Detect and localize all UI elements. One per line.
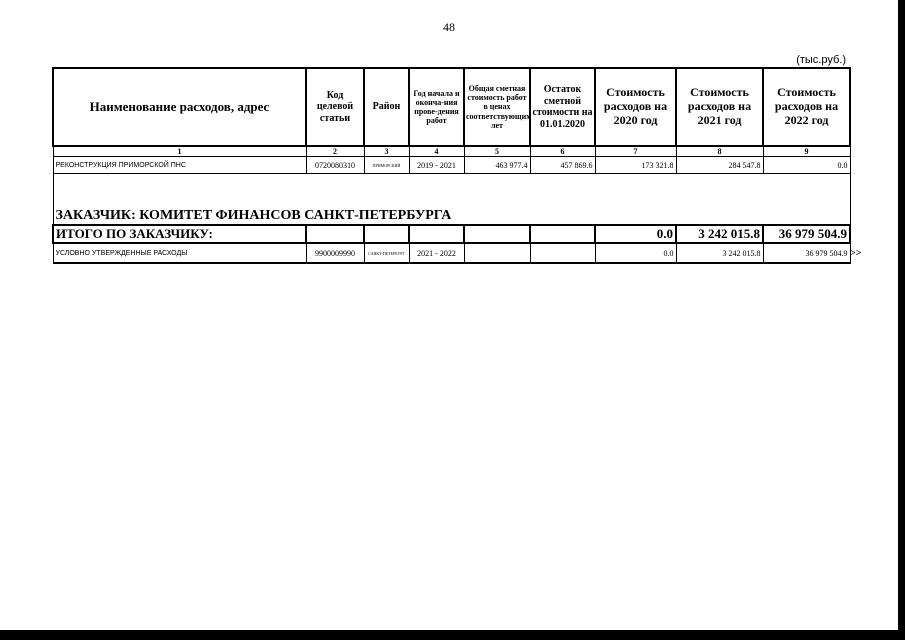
row-code: 0720080310 [306, 157, 364, 174]
row-district: ПРИМОРСКИЙ [364, 157, 409, 174]
header-total-cost: Общая сметная стоимость работ в ценах соответствующих лет [464, 68, 530, 146]
col-num: 8 [676, 146, 763, 157]
empty-cell [464, 243, 530, 263]
header-2021: Стоимость расходов на 2021 год [676, 68, 763, 146]
col-num: 4 [409, 146, 464, 157]
row-2022: 36 979 504.9 [763, 243, 850, 263]
empty-cell [530, 243, 595, 263]
row-years: 2021 - 2022 [409, 243, 464, 263]
table-row [53, 243, 850, 263]
page-number: 48 [443, 20, 455, 34]
header-2020: Стоимость расходов на 2020 год [595, 68, 676, 146]
row-2020: 0.0 [595, 243, 676, 263]
col-num: 5 [464, 146, 530, 157]
customer-row [53, 174, 850, 226]
customer-title: ЗАКАЗЧИК: КОМИТЕТ ФИНАНСОВ САНКТ-ПЕТЕРБУРГА [53, 174, 850, 226]
table-row [53, 157, 850, 174]
row-total: 463 977.4 [464, 157, 530, 174]
row-rest: 457 869.6 [530, 157, 595, 174]
row-2021: 3 242 015.8 [676, 243, 763, 263]
column-number-row [53, 146, 850, 157]
empty-cell [306, 225, 364, 243]
continue-mark: >> [850, 248, 862, 259]
col-num: 6 [530, 146, 595, 157]
row-2021: 284 547.8 [676, 157, 763, 174]
unit-label: (тыс.руб.) [796, 54, 846, 66]
header-row [53, 68, 850, 146]
row-code: 9900009990 [306, 243, 364, 263]
row-2022: 0.0 [763, 157, 850, 174]
header-remaining: Остаток сметной стоимости на 01.01.2020 [530, 68, 595, 146]
total-row [53, 225, 850, 243]
col-num: 3 [364, 146, 409, 157]
header-district: Район [364, 68, 409, 146]
row-years: 2019 - 2021 [409, 157, 464, 174]
row-2020: 173 321.8 [595, 157, 676, 174]
empty-cell [409, 225, 464, 243]
total-2022: 36 979 504.9 [763, 225, 850, 243]
header-name: Наименование расходов, адрес [53, 68, 306, 146]
empty-cell [364, 225, 409, 243]
empty-cell [464, 225, 530, 243]
header-years: Год начала и оконча-ния прове-дения работ [409, 68, 464, 146]
expenses-table [52, 67, 851, 264]
total-2020: 0.0 [595, 225, 676, 243]
header-code: Код целевой статьи [306, 68, 364, 146]
empty-cell [530, 225, 595, 243]
row-district: САНКТ-ПЕТЕРБУРГ [364, 243, 409, 263]
col-num: 9 [763, 146, 850, 157]
total-label: ИТОГО ПО ЗАКАЗЧИКУ: [53, 225, 306, 243]
header-2022: Стоимость расходов на 2022 год [763, 68, 850, 146]
col-num: 7 [595, 146, 676, 157]
total-2021: 3 242 015.8 [676, 225, 763, 243]
col-num: 1 [53, 146, 306, 157]
col-num: 2 [306, 146, 364, 157]
row-name: УСЛОВНО УТВЕРЖДЕННЫЕ РАСХОДЫ [53, 243, 306, 263]
row-name: РЕКОНСТРУКЦИЯ ПРИМОРСКОЙ ПНС [53, 157, 306, 174]
